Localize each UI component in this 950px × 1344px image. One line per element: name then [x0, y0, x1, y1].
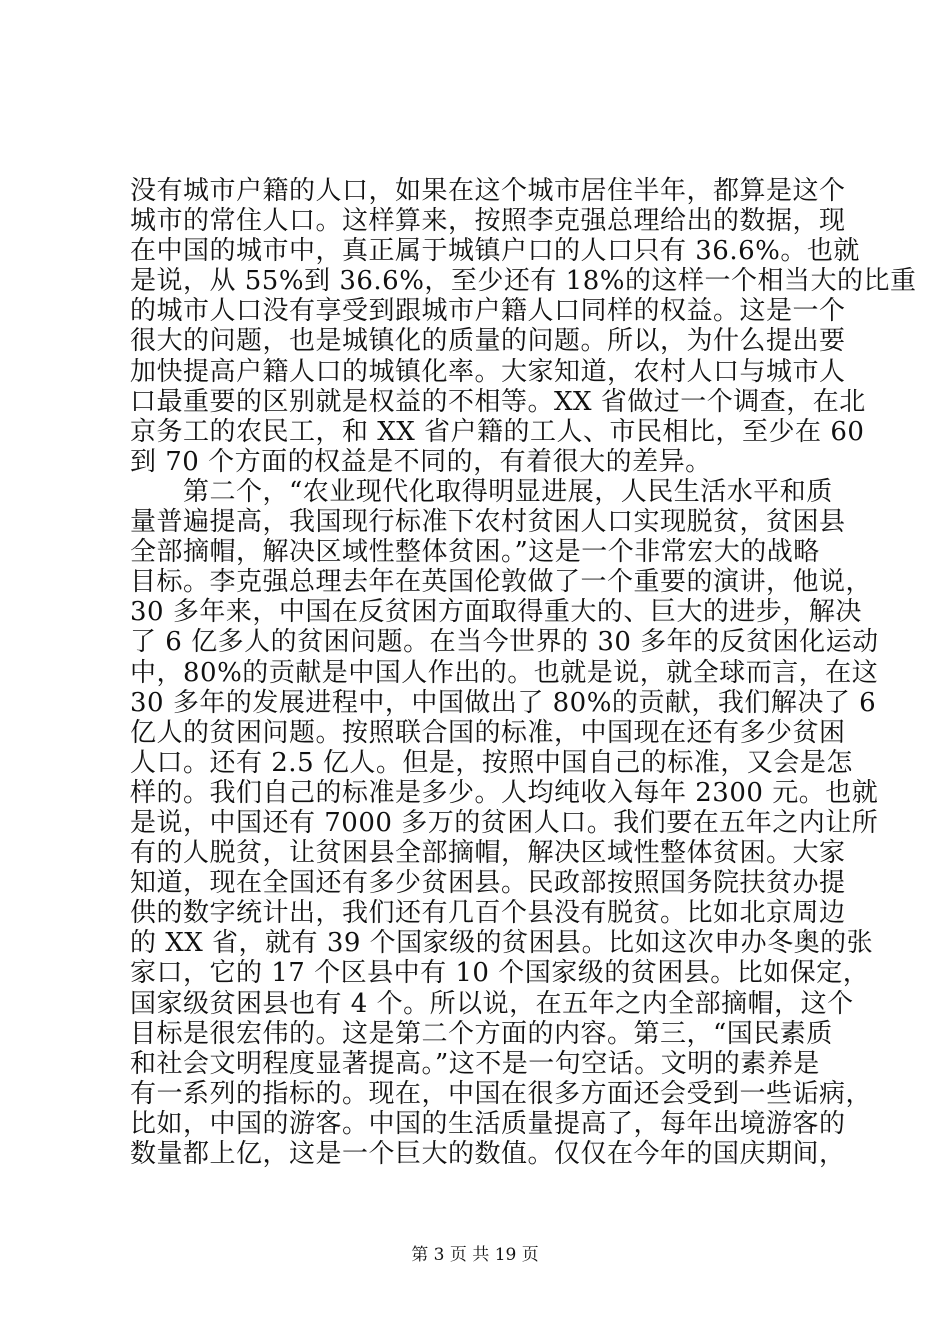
text-line: 有的人脱贫，让贫困县全部摘帽，解决区域性整体贫困。大家 [130, 838, 846, 869]
text-line: 知道，现在全国还有多少贫困县。民政部按照国务院扶贫办提 [130, 868, 846, 899]
text-line: 第二个，“农业现代化取得明显进展，人民生活水平和质 [130, 476, 833, 507]
text-line: 了 6 亿多人的贫困问题。在当今世界的 30 多年的反贫困化运动 [130, 627, 879, 658]
text-line: 人口。还有 2.5 亿人。但是，按照中国自己的标准，又会是怎 [130, 747, 853, 778]
text-line: 到 70 个方面的权益是不同的，有着很大的差异。 [130, 446, 712, 477]
text-line: 京务工的农民工，和 XX 省户籍的工人、市民相比，至少在 60 [130, 416, 865, 447]
text-line: 加快提高户籍人口的城镇化率。大家知道，农村人口与城市人 [130, 356, 846, 387]
text-line: 的 XX 省，就有 39 个国家级的贫困县。比如这次申办冬奥的张 [130, 928, 874, 959]
text-line: 国家级贫困县也有 4 个。所以说，在五年之内全部摘帽，这个 [130, 988, 854, 1019]
text-line: 目标是很宏伟的。这是第二个方面的内容。第三，“国民素质 [130, 1018, 833, 1049]
text-line: 亿人的贫困问题。按照联合国的标准，中国现在还有多少贫困 [130, 717, 846, 748]
text-line: 量普遍提高，我国现行标准下农村贫困人口实现脱贫，贫困县 [130, 507, 846, 538]
text-line: 在中国的城市中，真正属于城镇户口的人口只有 36.6%。也就 [130, 236, 860, 267]
text-line: 是说，从 55%到 36.6%，至少还有 18%的这样一个相当大的比重 [130, 266, 917, 297]
text-line: 目标。李克强总理去年在英国伦敦做了一个重要的演讲，他说， [130, 567, 873, 598]
text-line: 是说，中国还有 7000 多万的贫困人口。我们要在五年之内让所 [130, 807, 879, 838]
text-line: 供的数字统计出，我们还有几百个县没有脱贫。比如北京周边 [130, 898, 846, 929]
text-line: 的城市人口没有享受到跟城市户籍人口同样的权益。这是一个 [130, 296, 846, 327]
page-footer: 第 3 页 共 19 页 [411, 1245, 539, 1265]
text-line: 30 多年的发展进程中，中国做出了 80%的贡献，我们解决了 6 [130, 687, 877, 718]
text-line: 30 多年来，中国在反贫困方面取得重大的、巨大的进步，解决 [130, 597, 862, 628]
text-line: 家口，它的 17 个区县中有 10 个国家级的贫困县。比如保定， [130, 958, 870, 989]
text-line: 很大的问题，也是城镇化的质量的问题。所以，为什么提出要 [130, 326, 846, 357]
text-line: 数量都上亿，这是一个巨大的数值。仅仅在今年的国庆期间， [130, 1139, 846, 1169]
text-line: 样的。我们自己的标准是多少。人均纯收入每年 2300 元。也就 [130, 777, 879, 808]
text-line: 有一系列的指标的。现在，中国在很多方面还会受到一些诟病， [130, 1078, 873, 1109]
text-line: 比如，中国的游客。中国的生活质量提高了，每年出境游客的 [130, 1108, 846, 1139]
text-line: 全部摘帽，解决区域性整体贫困。”这是一个非常宏大的战略 [130, 537, 820, 568]
text-line: 口最重要的区别就是权益的不相等。XX 省做过一个调查，在北 [130, 386, 866, 417]
text-line: 和社会文明程度显著提高。”这不是一句空话。文明的素养是 [130, 1048, 820, 1079]
body-text [130, 176, 917, 1169]
text-line: 城市的常住人口。这样算来，按照李克强总理给出的数据，现 [130, 206, 846, 237]
text-line: 没有城市户籍的人口，如果在这个城市居住半年，都算是这个 [130, 176, 846, 206]
text-line: 中，80%的贡献是中国人作出的。也就是说，就全球而言，在这 [130, 657, 879, 688]
